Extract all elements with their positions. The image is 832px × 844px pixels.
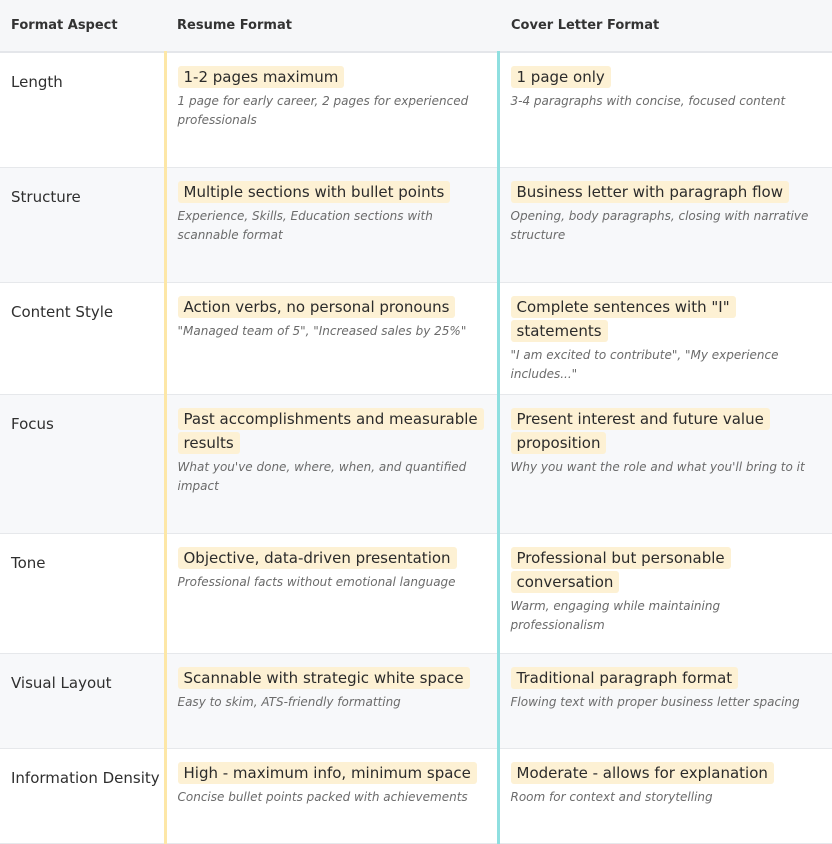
table-row-length <box>0 52 832 168</box>
cover-main-text <box>511 407 819 455</box>
aspect-cell: Tone <box>0 534 165 654</box>
resume-cell <box>165 654 498 749</box>
resume-main-text <box>178 295 483 319</box>
aspect-cell: Length <box>0 52 165 168</box>
cover-cell <box>498 534 832 654</box>
cover-cell <box>498 395 832 534</box>
aspect-cell: Focus <box>0 395 165 534</box>
cover-main-text <box>511 761 819 785</box>
aspect-cell: Structure <box>0 168 165 283</box>
cover-main-text <box>511 65 819 89</box>
resume-cell <box>165 749 498 844</box>
table-row-focus <box>0 395 832 534</box>
cover-main-highlight: Present interest and future value proposition <box>511 408 770 454</box>
table-row-content-style <box>0 283 832 395</box>
cover-main-text <box>511 666 819 690</box>
cover-main-highlight: Complete sentences with "I" statements <box>511 296 736 342</box>
aspect-cell: Visual Layout <box>0 654 165 749</box>
cover-cell <box>498 52 832 168</box>
resume-note: Easy to skim, ATS-friendly formatting <box>177 695 401 709</box>
cover-main-highlight: 1 page only <box>511 66 611 88</box>
cover-note: Why you want the role and what you'll bring to it <box>510 460 805 474</box>
cover-main-text <box>511 546 819 594</box>
resume-main-text <box>178 666 483 690</box>
cover-cell <box>498 283 832 395</box>
resume-note: "Managed team of 5", "Increased sales by 25%" <box>177 324 467 338</box>
resume-note: 1 page for early career, 2 pages for experienced professionals <box>177 94 469 127</box>
header-cover-letter-format: Cover Letter Format <box>498 0 832 52</box>
aspect-cell: Content Style <box>0 283 165 395</box>
cover-main-text <box>511 180 819 204</box>
table-row-visual-layout <box>0 654 832 749</box>
resume-cell <box>165 52 498 168</box>
resume-main-highlight: Past accomplishments and measurable results <box>178 408 484 454</box>
cover-note: Room for context and storytelling <box>510 790 713 804</box>
resume-main-highlight: Scannable with strategic white space <box>178 667 470 689</box>
resume-note: Concise bullet points packed with achievements <box>177 790 468 804</box>
cover-note: 3-4 paragraphs with concise, focused content <box>510 94 786 108</box>
table-body <box>0 52 832 844</box>
table-row-structure <box>0 168 832 283</box>
resume-cell <box>165 395 498 534</box>
resume-main-text <box>178 546 483 570</box>
resume-main-highlight: Multiple sections with bullet points <box>178 181 451 203</box>
resume-main-text <box>178 407 483 455</box>
resume-main-text <box>178 180 483 204</box>
cover-main-text <box>511 295 819 343</box>
cover-cell <box>498 168 832 283</box>
resume-main-text <box>178 65 483 89</box>
header-resume-format: Resume Format <box>165 0 498 52</box>
resume-note: What you've done, where, when, and quantified impact <box>177 460 467 493</box>
resume-note: Professional facts without emotional language <box>177 575 456 589</box>
header-row <box>0 0 832 52</box>
aspect-cell: Information Density <box>0 749 165 844</box>
resume-note: Experience, Skills, Education sections with scannable format <box>177 209 433 242</box>
resume-main-highlight: 1-2 pages maximum <box>178 66 345 88</box>
cover-note: Warm, engaging while maintaining professionalism <box>510 599 721 632</box>
resume-main-highlight: High - maximum info, minimum space <box>178 762 477 784</box>
resume-cell <box>165 283 498 395</box>
cover-note: Opening, body paragraphs, closing with narrative structure <box>510 209 809 242</box>
table-header <box>0 0 832 52</box>
cover-cell <box>498 749 832 844</box>
table-row-tone <box>0 534 832 654</box>
cover-cell <box>498 654 832 749</box>
cover-main-highlight: Moderate - allows for explanation <box>511 762 774 784</box>
header-format-aspect: Format Aspect <box>0 0 165 52</box>
resume-cell <box>165 168 498 283</box>
resume-main-highlight: Action verbs, no personal pronouns <box>178 296 456 318</box>
cover-main-highlight: Traditional paragraph format <box>511 667 739 689</box>
cover-note: "I am excited to contribute", "My experience includes..." <box>510 348 779 381</box>
resume-cell <box>165 534 498 654</box>
cover-main-highlight: Business letter with paragraph flow <box>511 181 789 203</box>
cover-note: Flowing text with proper business letter spacing <box>510 695 800 709</box>
table-row-information-density <box>0 749 832 844</box>
resume-main-text <box>178 761 483 785</box>
resume-main-highlight: Objective, data-driven presentation <box>178 547 457 569</box>
cover-main-highlight: Professional but personable conversation <box>511 547 731 593</box>
